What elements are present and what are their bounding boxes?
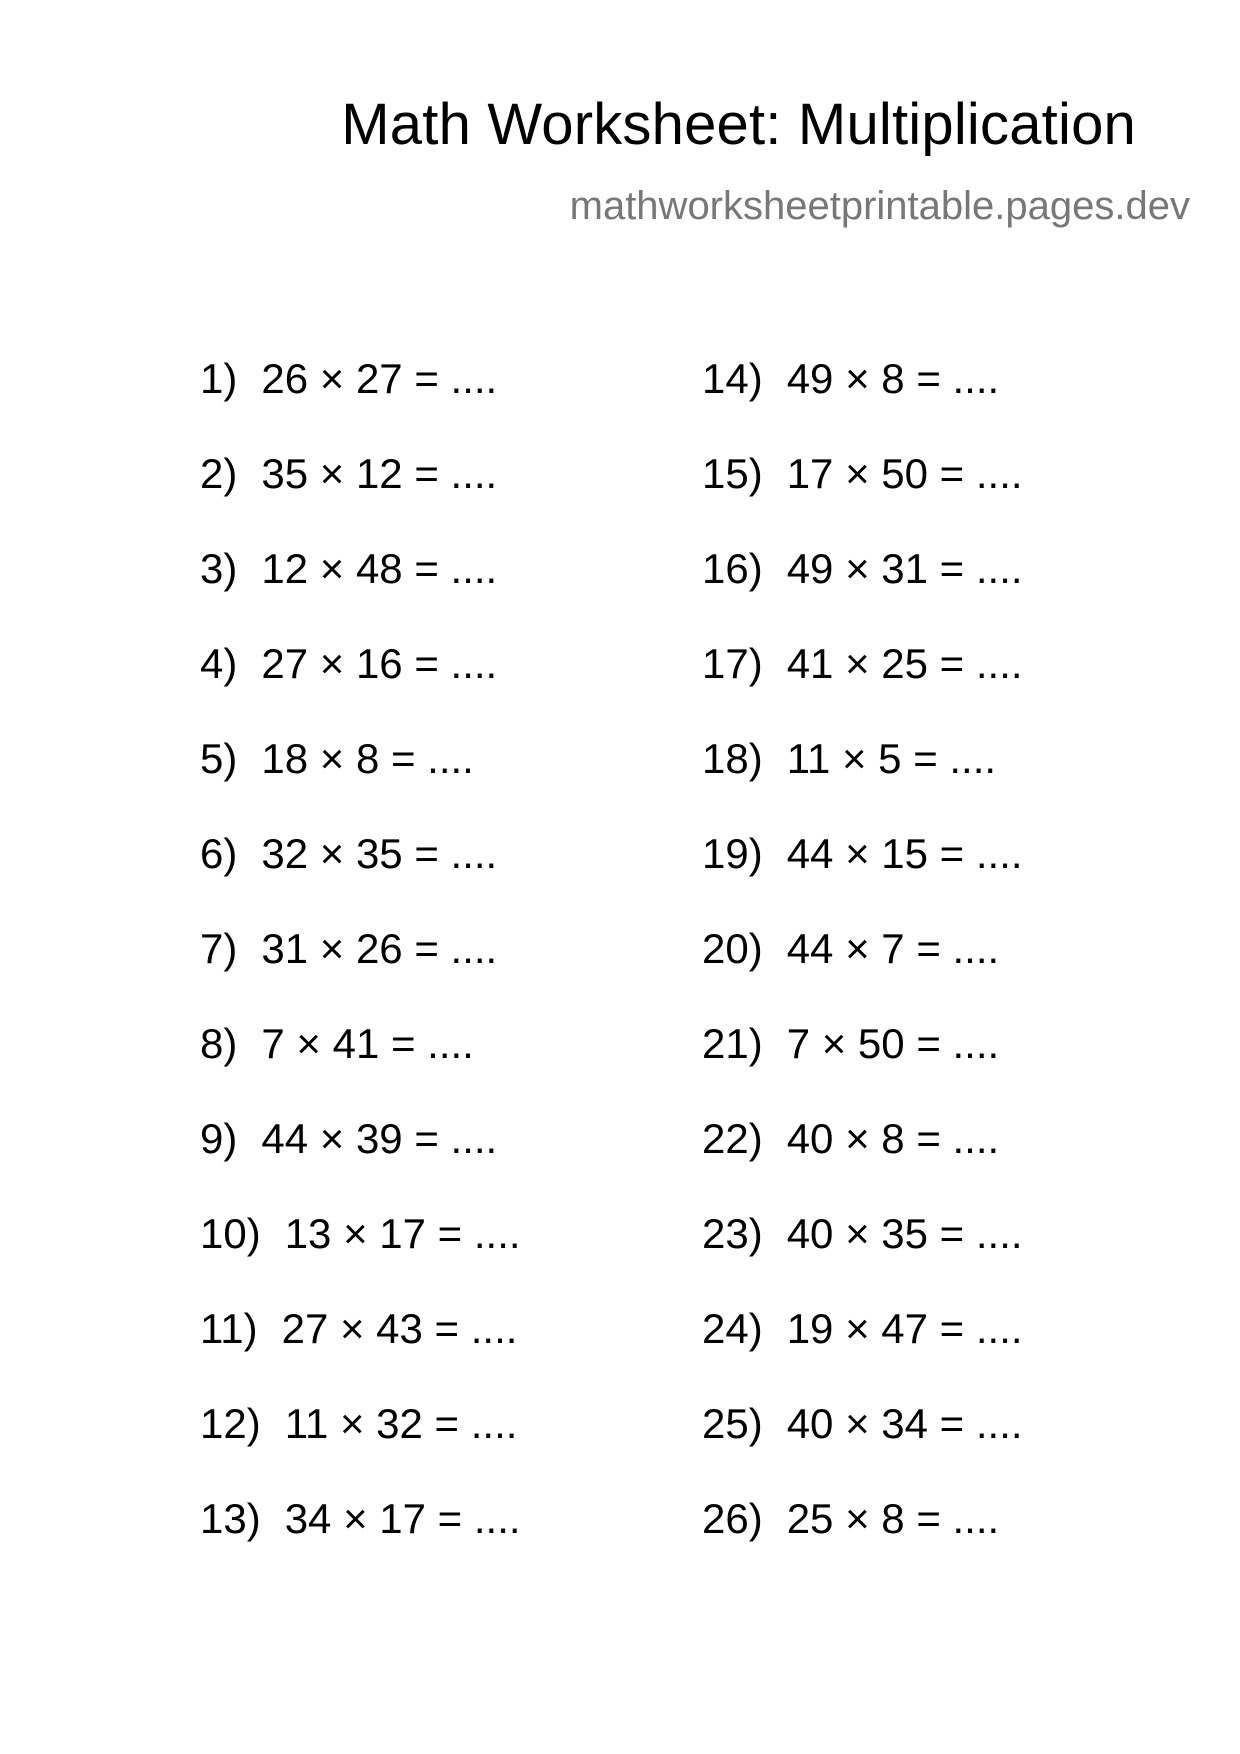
problem-expression: 12 × 48 = .... — [261, 545, 498, 592]
problem-expression: 44 × 15 = .... — [786, 830, 1023, 877]
problem-expression: 40 × 8 = .... — [786, 1115, 1000, 1162]
worksheet-header — [341, 92, 1190, 228]
problem-number: 3) — [200, 545, 238, 592]
problem-number: 2) — [200, 450, 238, 497]
problem-number: 1) — [200, 355, 238, 402]
problem-number: 18) — [702, 735, 763, 782]
problem-number: 6) — [200, 830, 238, 877]
problem-number: 22) — [702, 1115, 763, 1162]
problem-expression: 40 × 35 = .... — [786, 1210, 1023, 1257]
problem-number: 12) — [200, 1400, 261, 1447]
problem-number: 16) — [702, 545, 763, 592]
problem-item — [702, 1201, 1023, 1296]
problem-item — [200, 726, 521, 821]
problem-number: 17) — [702, 640, 763, 687]
problem-expression: 18 × 8 = .... — [261, 735, 474, 782]
problem-item — [702, 1296, 1023, 1391]
problem-expression: 26 × 27 = .... — [261, 355, 498, 402]
problem-item — [200, 631, 521, 726]
problem-item — [200, 346, 521, 441]
problem-expression: 13 × 17 = .... — [284, 1210, 521, 1257]
problem-item — [702, 631, 1023, 726]
problem-item — [200, 821, 521, 916]
problem-number: 14) — [702, 355, 763, 402]
problem-item — [200, 1391, 521, 1486]
problem-number: 20) — [702, 925, 763, 972]
problem-expression: 49 × 31 = .... — [786, 545, 1023, 592]
problem-item — [702, 346, 1023, 441]
problem-item — [702, 1106, 1023, 1201]
problem-item — [702, 536, 1023, 631]
problem-item — [702, 726, 1023, 821]
problem-number: 10) — [200, 1210, 261, 1257]
problem-expression: 27 × 16 = .... — [261, 640, 498, 687]
problem-expression: 17 × 50 = .... — [786, 450, 1023, 497]
problem-item — [702, 821, 1023, 916]
problem-expression: 19 × 47 = .... — [786, 1305, 1023, 1352]
problem-item — [200, 536, 521, 631]
problem-number: 23) — [702, 1210, 763, 1257]
problem-expression: 41 × 25 = .... — [786, 640, 1023, 687]
left-problem-column — [200, 346, 521, 1581]
problem-number: 13) — [200, 1495, 261, 1542]
problem-item — [200, 441, 521, 536]
problem-number: 9) — [200, 1115, 238, 1162]
problem-expression: 32 × 35 = .... — [261, 830, 498, 877]
problem-number: 15) — [702, 450, 763, 497]
problem-number: 4) — [200, 640, 238, 687]
right-problem-column — [702, 346, 1023, 1581]
problem-expression: 7 × 50 = .... — [786, 1020, 1000, 1067]
problem-item — [200, 916, 521, 1011]
problem-expression: 34 × 17 = .... — [284, 1495, 521, 1542]
problem-number: 21) — [702, 1020, 763, 1067]
problem-number: 11) — [200, 1305, 258, 1352]
problem-expression: 40 × 34 = .... — [786, 1400, 1023, 1447]
problem-number: 5) — [200, 735, 238, 782]
problem-item — [200, 1201, 521, 1296]
problem-number: 7) — [200, 925, 238, 972]
problem-expression: 31 × 26 = .... — [261, 925, 498, 972]
source-url: mathworksheetprintable.pages.dev — [569, 184, 1190, 228]
problem-expression: 25 × 8 = .... — [786, 1495, 1000, 1542]
problem-expression: 44 × 7 = .... — [786, 925, 1000, 972]
problem-item — [702, 441, 1023, 536]
problem-number: 24) — [702, 1305, 763, 1352]
problem-item — [702, 1391, 1023, 1486]
problem-number: 25) — [702, 1400, 763, 1447]
problem-expression: 44 × 39 = .... — [261, 1115, 498, 1162]
problem-expression: 49 × 8 = .... — [786, 355, 1000, 402]
problem-number: 8) — [200, 1020, 238, 1067]
problem-expression: 11 × 32 = .... — [284, 1400, 518, 1447]
problem-item — [200, 1106, 521, 1201]
problem-item — [200, 1296, 521, 1391]
problem-item — [702, 1486, 1023, 1581]
problem-item — [702, 916, 1023, 1011]
problem-expression: 27 × 43 = .... — [281, 1305, 518, 1352]
problem-item — [200, 1011, 521, 1106]
problem-number: 19) — [702, 830, 763, 877]
problem-expression: 11 × 5 = .... — [786, 735, 997, 782]
problem-item — [200, 1486, 521, 1581]
problem-number: 26) — [702, 1495, 763, 1542]
problem-grid — [0, 346, 1240, 1566]
problem-item — [702, 1011, 1023, 1106]
problem-expression: 35 × 12 = .... — [261, 450, 498, 497]
problem-expression: 7 × 41 = .... — [261, 1020, 474, 1067]
page-title: Math Worksheet: Multiplication — [341, 92, 1136, 157]
